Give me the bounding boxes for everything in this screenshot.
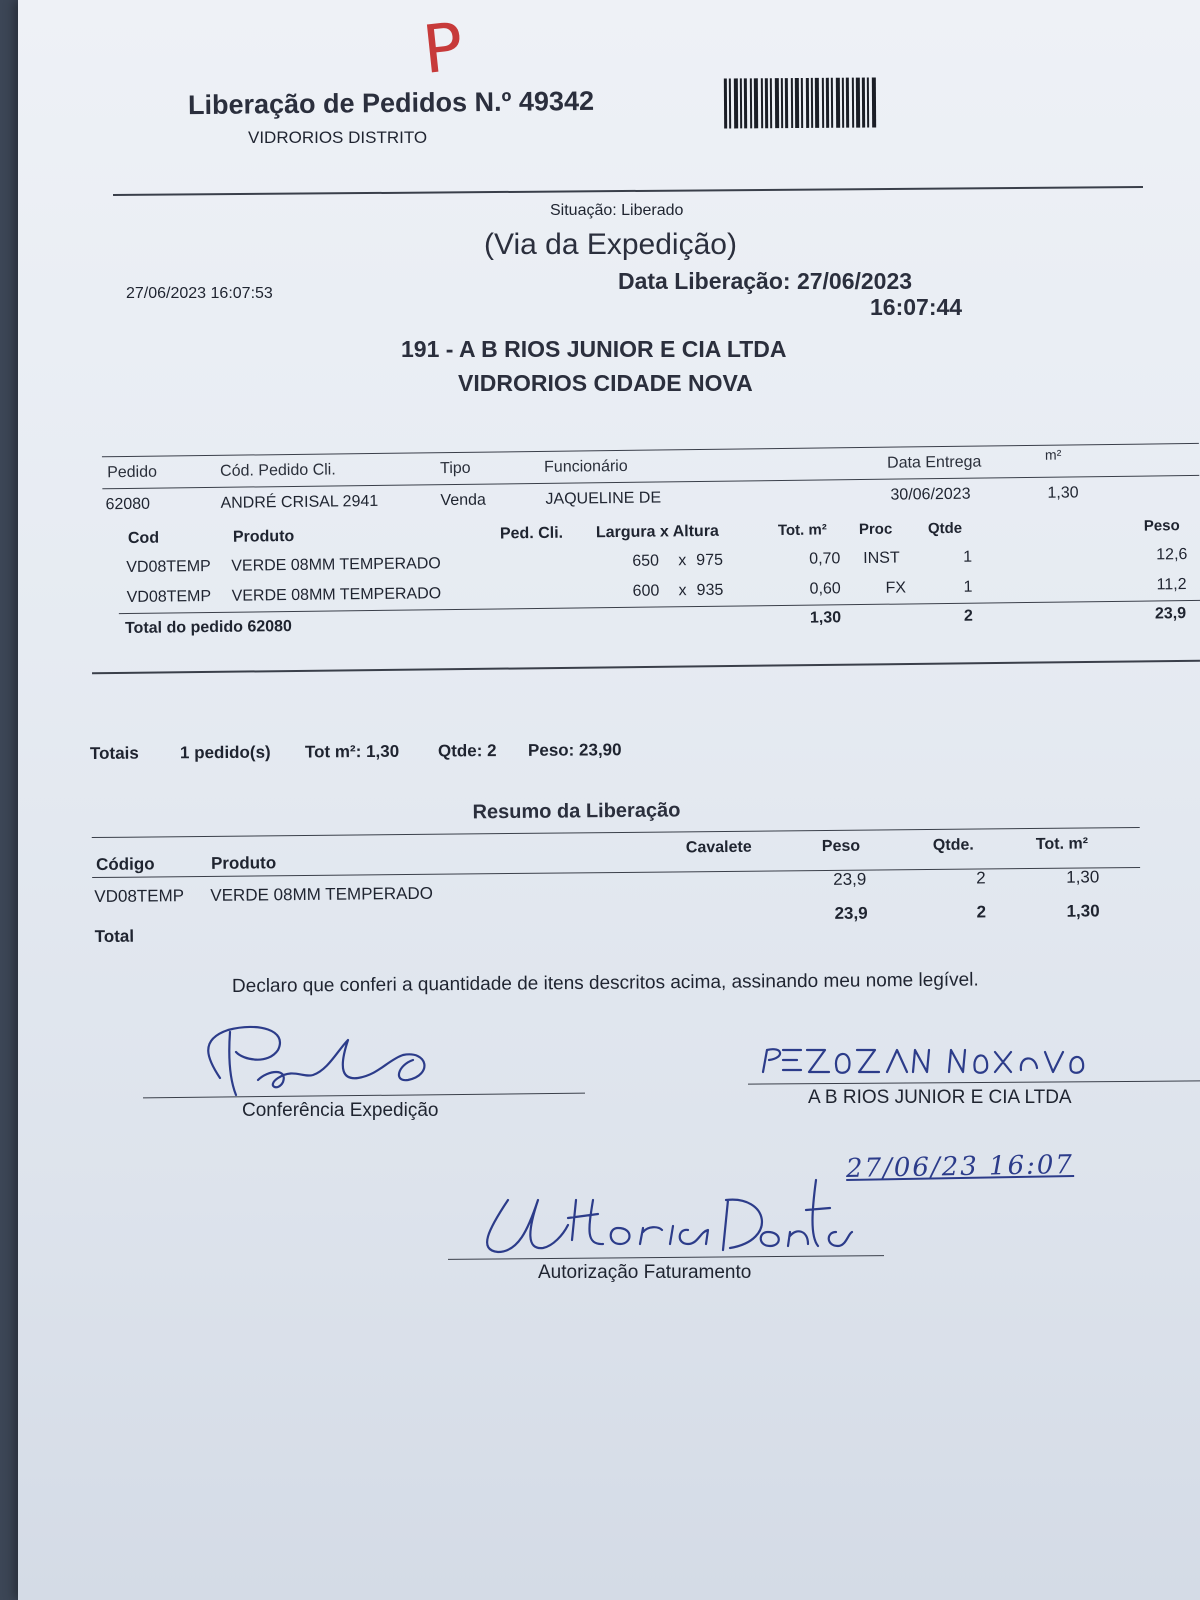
summary-total-peso: 23,9 [834, 903, 868, 923]
release-time: 16:07:44 [870, 294, 963, 320]
item-1-altura: 975 [696, 551, 724, 570]
signature-client [753, 1040, 1093, 1085]
summary-row-codigo: VD08TEMP [94, 886, 185, 907]
item-2-produto: VERDE 08MM TEMPERADO [231, 585, 442, 605]
item-2-cod: VD08TEMP [126, 587, 212, 607]
summary-title: Resumo da Liberação [472, 799, 681, 824]
summary-col-codigo: Código [95, 854, 155, 875]
item-2-peso: 11,2 [1156, 576, 1187, 594]
item-1-proc: INST [863, 549, 900, 568]
item-1-x: x [678, 552, 687, 570]
totals-pedidos: 1 pedido(s) [179, 742, 271, 763]
col-tipo: Tipo [440, 459, 471, 478]
item-2-x: x [678, 582, 687, 600]
order-pedido: 62080 [105, 495, 151, 514]
col-peso: Peso [1143, 517, 1180, 535]
col-qtde: Qtde [927, 519, 963, 538]
order-total-qtde: 2 [963, 607, 973, 625]
col-data-entrega: Data Entrega [886, 453, 982, 472]
col-m2: m² [1044, 446, 1062, 463]
document-page [18, 0, 1200, 1600]
order-total-label: Total do pedido 62080 [124, 617, 292, 638]
summary-col-tot-m2: Tot. m² [1035, 835, 1089, 853]
item-2-altura: 935 [696, 581, 724, 600]
col-ped-cli: Ped. Cli. [499, 524, 564, 543]
client-name: 191 - A B RIOS JUNIOR E CIA LTDA [401, 336, 787, 362]
summary-row-qtde: 2 [976, 868, 986, 888]
col-produto: Produto [232, 527, 295, 546]
signature-expedicao [188, 1020, 468, 1100]
print-timestamp: 27/06/2023 16:07:53 [126, 285, 273, 302]
issuer-name: VIDRORIOS DISTRITO [248, 128, 428, 147]
summary-total-label: Total [94, 926, 135, 947]
totals-m2: Tot m²: 1,30 [304, 741, 400, 762]
label-client: A B RIOS JUNIOR E CIA LTDA [808, 1087, 1072, 1108]
col-largura-altura: Largura x Altura [595, 522, 720, 542]
item-1-tot-m2: 0,70 [809, 550, 841, 568]
summary-col-peso: Peso [821, 837, 861, 856]
release-summary [10, 0, 1200, 1006]
label-conferencia-expedicao: Conferência Expedição [242, 1100, 439, 1121]
col-funcionario: Funcionário [544, 457, 628, 476]
handwritten-date: 27/06/23 16:07 [845, 1150, 1075, 1184]
item-2-largura: 600 [632, 582, 660, 600]
order-funcionario: JAQUELINE DE [545, 489, 662, 508]
item-1-peso: 12,6 [1156, 546, 1188, 564]
declaration-text: Declaro que conferi a quantidade de itens descritos acima, assinando meu nome legível. [231, 969, 979, 997]
handwritten-mark: P [419, 8, 467, 89]
release-date: Data Liberação: 27/06/2023 [618, 268, 913, 294]
item-1-cod: VD08TEMP [126, 557, 211, 577]
order-total-peso: 23,9 [1154, 605, 1187, 623]
order-m2: 1,30 [1047, 484, 1079, 502]
document-title: Liberação de Pedidos N.º 49342 [187, 85, 595, 121]
summary-row-peso: 23,9 [833, 869, 867, 889]
client-branch: VIDRORIOS CIDADE NOVA [458, 370, 753, 396]
item-2-qtde: 1 [963, 578, 973, 596]
item-2-proc: FX [885, 579, 907, 597]
summary-row-tot-m2: 1,30 [1066, 867, 1100, 887]
item-1-largura: 650 [632, 552, 660, 570]
item-2-tot-m2: 0,60 [809, 580, 841, 598]
col-pedido: Pedido [107, 463, 158, 482]
totals-qtde: Qtde: 2 [437, 741, 497, 761]
item-1-qtde: 1 [963, 548, 973, 566]
order-cod-pedido: ANDRÉ CRISAL 2941 [220, 492, 379, 512]
col-cod-pedido: Cód. Pedido Cli. [220, 461, 336, 480]
col-proc: Proc [858, 520, 893, 539]
order-data-entrega: 30/06/2023 [890, 485, 971, 504]
summary-col-qtde: Qtde. [932, 836, 974, 854]
summary-col-produto: Produto [210, 853, 277, 873]
totals-peso: Peso: 23,90 [527, 740, 622, 760]
totals-label: Totais [89, 743, 139, 763]
signature-faturamento [468, 1140, 858, 1270]
status-label: Situação: Liberado [550, 202, 684, 219]
order-tipo: Venda [440, 491, 486, 510]
summary-total-tot-m2: 1,30 [1066, 901, 1100, 921]
summary-col-cavalete: Cavalete [685, 838, 752, 857]
summary-top-rule [92, 827, 1140, 838]
copy-type: (Via da Expedição) [484, 228, 737, 261]
order-total-m2: 1,30 [809, 609, 842, 627]
label-autorizacao-faturamento: Autorização Faturamento [538, 1262, 752, 1283]
item-1-produto: VERDE 08MM TEMPERADO [231, 555, 441, 575]
summary-row-produto: VERDE 08MM TEMPERADO [210, 883, 434, 905]
col-tot-m2: Tot. m² [777, 521, 827, 540]
summary-total-qtde: 2 [976, 902, 987, 922]
col-cod: Cod [127, 529, 160, 547]
